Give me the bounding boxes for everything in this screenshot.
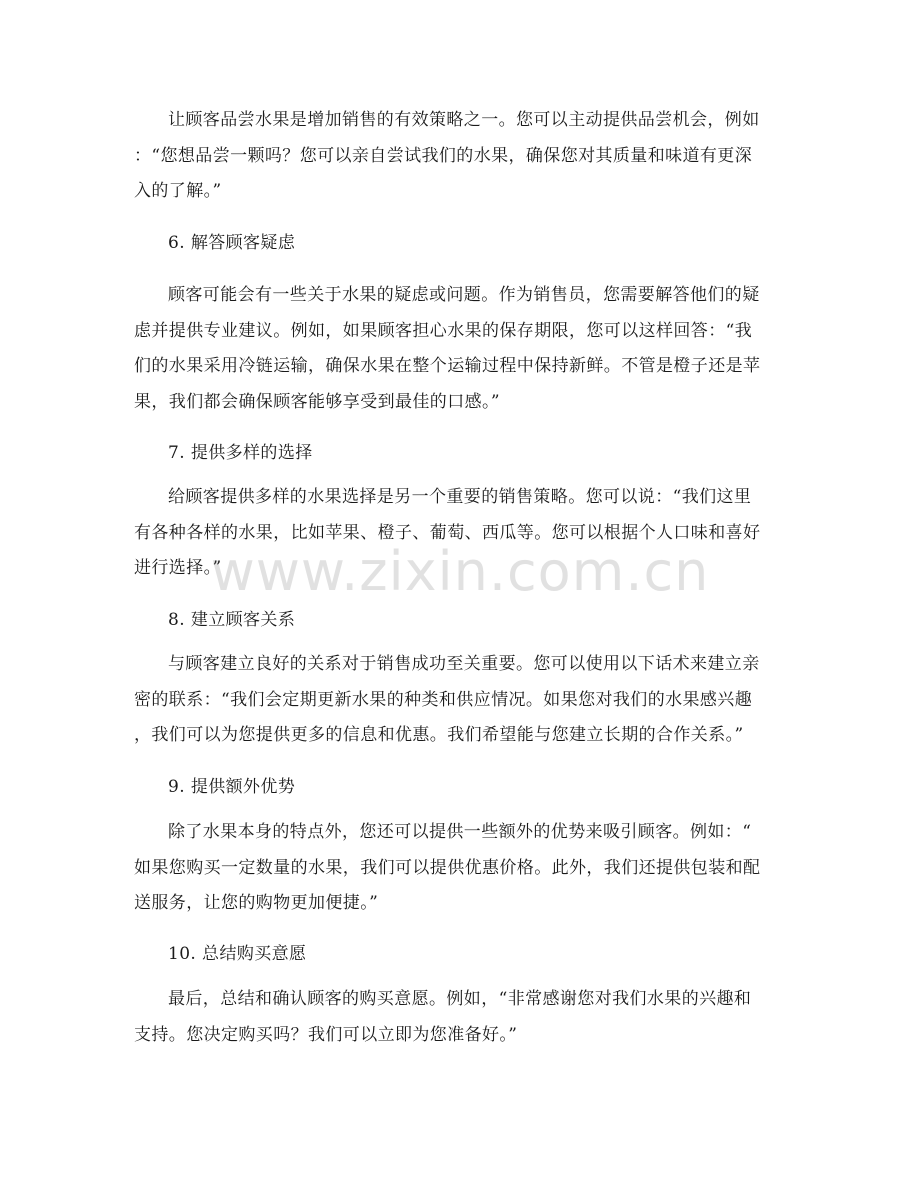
text-line: 支持。您决定购买吗？我们可以立即为您准备好。” [134,1024,518,1045]
paragraph-tasting [134,103,788,210]
text-line: 如果您购买一定数量的水果，我们可以提供优惠价格。此外，我们还提供包装和配 [134,857,761,878]
paragraph-relationship [134,647,788,754]
text-line: 顾客可能会有一些关于水果的疑虑或问题。作为销售员，您需要解答他们的疑 [168,285,760,305]
text-line: 与顾客建立良好的关系对于销售成功至关重要。您可以使用以下话术来建立亲 [168,654,760,674]
paragraph-advantages [134,815,788,922]
text-line: 最后，总结和确认顾客的购买意愿。例如，“非常感谢您对我们水果的兴趣和 [168,989,752,1009]
section-heading-10: 10. 总结购买意愿 [168,944,307,964]
text-line: 除了水果本身的特点外，您还可以提供一些额外的优势来吸引顾客。例如：“ [168,822,752,842]
paragraph-summary [134,982,788,1053]
section-heading-7: 7. 提供多样的选择 [168,443,313,463]
text-line: 入的了解。” [134,181,222,201]
text-line: ，我们可以为您提供更多的信息和优惠。我们希望能与您建立长期的合作关系。” [134,725,744,745]
section-heading-9: 9. 提供额外优势 [168,777,296,797]
text-line: 让顾客品尝水果是增加销售的有效策略之一。您可以主动提供品尝机会，例如 [168,110,760,130]
text-line: 果，我们都会确保顾客能够享受到最佳的口感。” [134,391,500,412]
text-line: 虑并提供专业建议。例如，如果顾客担心水果的保存期限，您可以这样回答：“我 [134,320,753,341]
watermark: www.zixin.com.cn [210,540,710,603]
paragraph-variety [134,480,788,587]
section-heading-8: 8. 建立顾客关系 [168,610,296,630]
text-line: 送服务，让您的购物更加便捷。” [134,893,379,913]
section-heading-6: 6. 解答顾客疑虑 [168,233,296,253]
text-line: 密的联系：“我们会定期更新水果的种类和供应情况。如果您对我们的水果感兴趣 [134,689,753,710]
text-line: 有各种各样的水果，比如苹果、橙子、葡萄、西瓜等。您可以根据个人口味和喜好 [134,522,761,543]
text-line: 们的水果采用冷链运输，确保水果在整个运输过程中保持新鲜。不管是橙子还是苹 [134,356,761,376]
text-line: 进行选择。” [134,558,222,578]
text-line: 给顾客提供多样的水果选择是另一个重要的销售策略。您可以说：“我们这里 [168,487,752,507]
paragraph-concerns [134,278,788,420]
text-line: ：“您想品尝一颗吗？您可以亲自尝试我们的水果，确保您对其质量和味道有更深 [134,145,753,166]
